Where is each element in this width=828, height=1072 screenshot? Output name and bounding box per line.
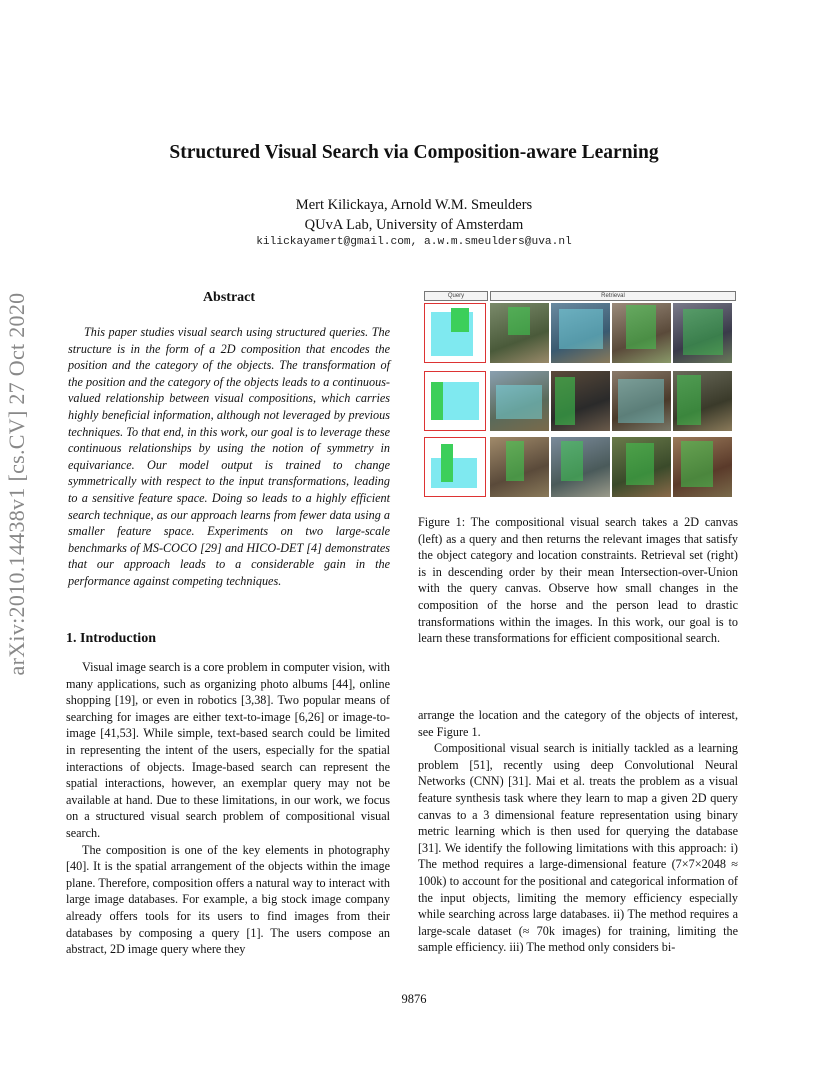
retrieved-image	[551, 303, 610, 363]
intro-paragraph-2: The composition is one of the key elements in photography [40]. It is the spatial arrangement of the objects within the image plane. Therefore, composition offers a natural way to interact with large image databases. For example, a big stock image company already offers tools for its users to find images from their databases by composing a query [1]. The users compose an abstract, 2D image query where they	[66, 842, 390, 957]
retrieved-image	[551, 371, 610, 431]
figure-row-1	[422, 303, 738, 363]
intro-paragraph-1: Visual image search is a core problem in computer vision, with many applications, such as organizing photo albums [44], online shopping [19], or even in robotics [3,38]. Two popular means of searching for images are either text-to-image [6,26] or image-to-image [41,53]. While simple, text-based search could be limited in representing the intent of the users, especially for the spatial interactions of objects. Image-based search can represent the spatial interactions, however, an exemplar query may not be available at hand. Due to these limitations, in our work, we focus on a structured visual search problem of compositional visual search.	[66, 660, 390, 840]
retrieval-label: Retrieval	[490, 291, 736, 301]
paper-title: Structured Visual Search via Composition-aware Learning	[169, 142, 659, 163]
figure-row-3	[422, 437, 738, 497]
right-column-text	[418, 707, 738, 956]
query-canvas	[424, 303, 486, 363]
figure-row-2	[422, 371, 738, 431]
abstract-heading: Abstract	[202, 290, 256, 305]
retrieved-image	[612, 371, 671, 431]
query-canvas	[424, 371, 486, 431]
retrieved-image	[490, 371, 549, 431]
affiliation: QUvA Lab, University of Amsterdam	[304, 217, 524, 233]
author-block	[0, 195, 828, 235]
retrieved-image	[490, 303, 549, 363]
arxiv-stamp-text: arXiv:2010.14438v1 [cs.CV] 27 Oct 2020	[4, 292, 29, 676]
retrieved-image	[673, 371, 732, 431]
intro-heading: 1. Introduction	[66, 631, 156, 646]
emails: kilickayamert@gmail.com, a.w.m.smeulders@uva.nl	[256, 236, 572, 248]
right-paragraph-0: arrange the location and the category of the objects of interest, see Figure 1.	[418, 708, 738, 739]
retrieved-image	[673, 437, 732, 497]
arxiv-stamp	[0, 290, 36, 678]
retrieved-image	[551, 437, 610, 497]
retrieved-image	[490, 437, 549, 497]
abstract-paragraph: This paper studies visual search using structured queries. The structure is in the form of a 2D composition that encodes the position and the category of the objects. The transformation of the position and the category of the objects leads to a continuous-valued relationship between visual compositions, which carries highly beneficial information, although not leveraged by previous techniques. To that end, in this work, our goal is to leverage these continuous relationships by using the notion of symmetry in equivariance. Our model output is trained to change symmetrically with respect to the input transformations, leading to a sensitive feature space. Doing so leads to a highly efficient search technique, as our approach learns from fewer data using a smaller feature space. Experiments on two large-scale benchmarks of MS-COCO [29] and HICO-DET [4] demonstrates that our approach leads to a considerable gain in the performance against competing techniques.	[68, 325, 390, 588]
authors: Mert Kilickaya, Arnold W.M. Smeulders	[295, 197, 533, 213]
retrieved-image	[612, 437, 671, 497]
intro-text	[66, 659, 390, 958]
abstract-text	[68, 324, 390, 590]
right-paragraph-1: Compositional visual search is initially tackled as a learning problem [51], recently using deep Convolutional Neural Networks (CNN) [31]. Mai et al. treats the problem as a visual feature synthesis task where they learn to map a given 2D query canvas to a 3 dimensional feature representation using binary metric learning which is then used for querying the database [31]. We identify the following limitations with this approach: i) The method requires a large-dimensional feature (7×7×2048 ≈ 100k) to account for the positional and categorical information of the input objects, limiting the memory efficiency especially while searching across large databases. ii) The method requires a large-scale dataset (≈ 70k images) for training, limiting the sample efficiency. iii) The method only considers bi-	[418, 741, 738, 955]
page-number: 9876	[401, 992, 427, 1006]
query-label: Query	[424, 291, 488, 301]
figure-1	[422, 289, 738, 501]
query-canvas	[424, 437, 486, 497]
figure-caption: Figure 1: The compositional visual search takes a 2D canvas (left) as a query and then returns the relevant images that satisfy the object category and location constraints. Retrieval set (right) is in descending order by their mean Intersection-over-Union with the query canvas. Observe how small changes in the composition of the horse and the person lead to drastic transformations within the images. In this work, our goal is to learn these transformations for efficient compositional search.	[418, 515, 738, 646]
retrieved-image	[612, 303, 671, 363]
retrieved-image	[673, 303, 732, 363]
